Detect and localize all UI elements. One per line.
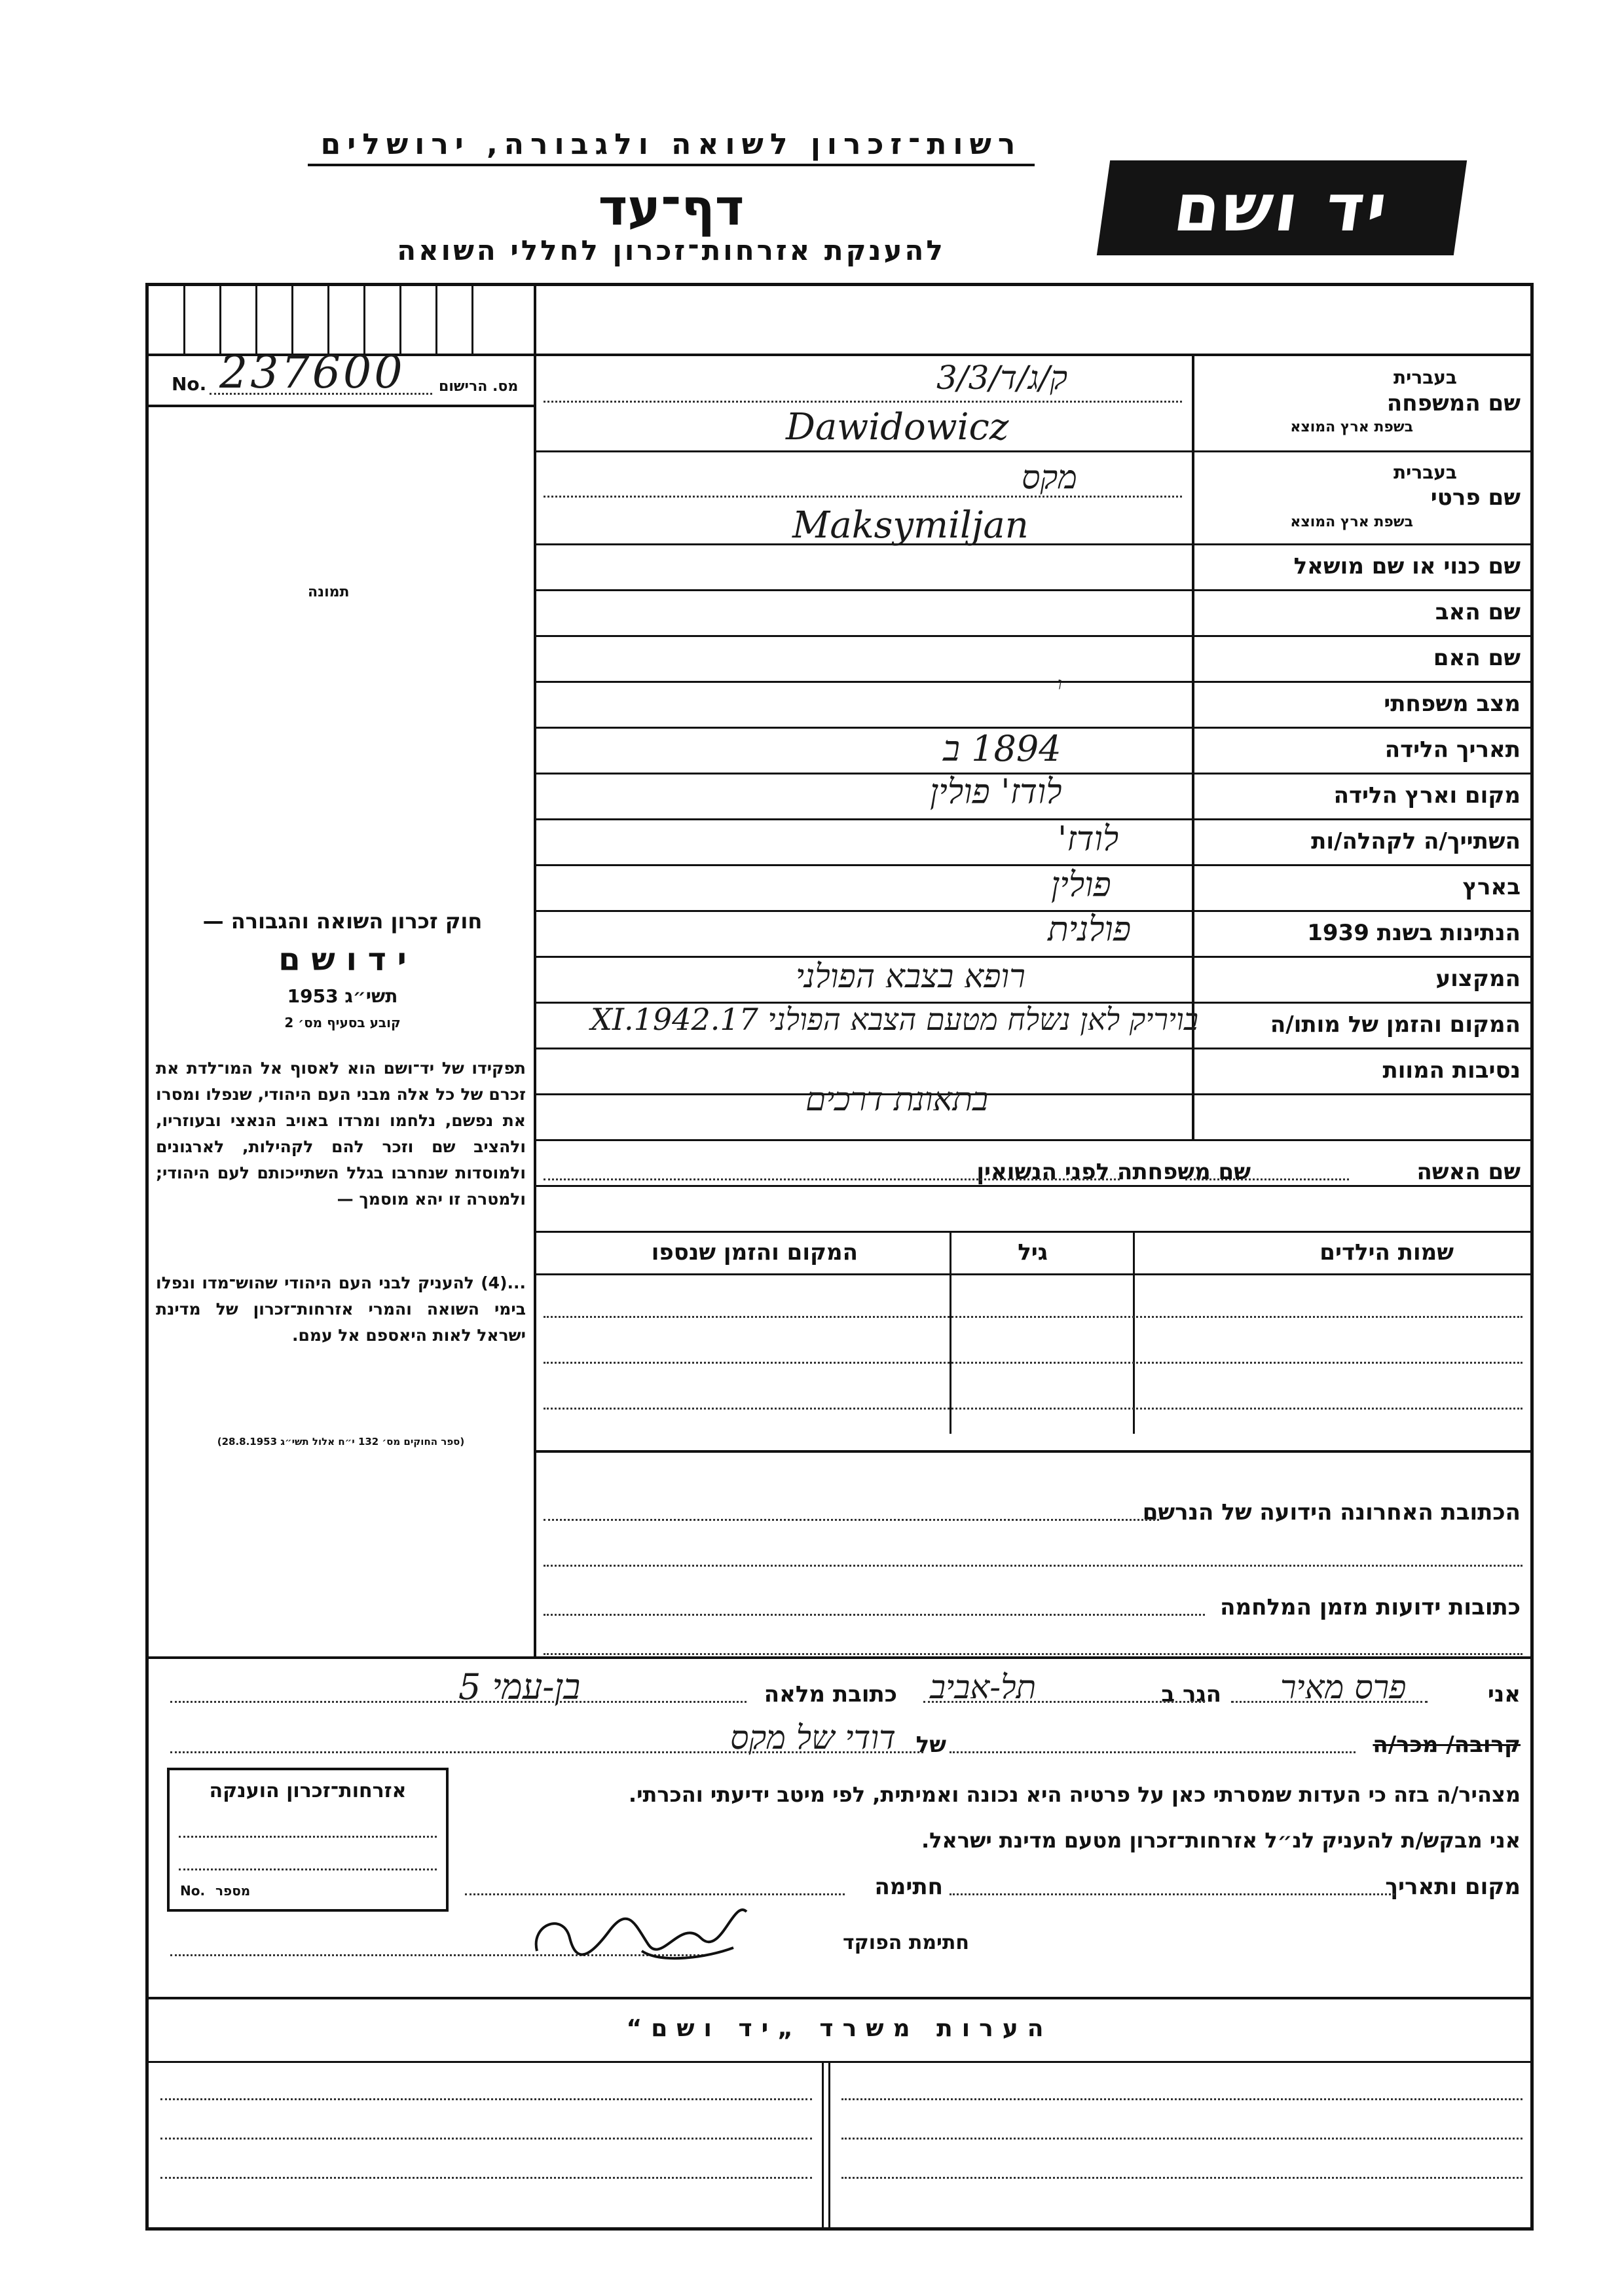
firstname-origin-value: Maksymiljan (792, 504, 1029, 547)
birthdate-value: 1894 ב (943, 728, 1061, 769)
firstname-label: שם פרטי (1430, 484, 1521, 511)
law-title: חוק זכרון השואה והגבורה — (202, 909, 483, 934)
profession-label: המקצוע (1435, 966, 1521, 992)
authority-title: רשות־זכרון לשואה ולגבורה, ירושלים (308, 128, 1035, 166)
law-clause: קובע בסעיף מס׳ 2 (284, 1015, 401, 1030)
address-label: כתובת מלאה (764, 1681, 897, 1707)
mother-value: ו (1058, 674, 1062, 694)
form-title: דף־עד (598, 178, 745, 236)
death-place-value: בויריק לאן נשלח מטעם הצבא הפולני 17.XI.1942 (591, 1002, 1198, 1037)
death-place-label: המקום והזמן של מותו/ה (1270, 1011, 1521, 1038)
children-death-header: המקום והזמן שנספו (651, 1239, 858, 1266)
community-value: לודז' (1058, 820, 1119, 859)
citizenship-value: פולנית (1048, 910, 1132, 949)
declare-text: מצהיר/ה בזה כי העדות שמסרתי כאן על פרטיה היא נכונה ואמיתית, לפי מיטב ידיעתי והכרתי. (628, 1782, 1521, 1807)
nickname-label: שם כנוי או שם מושאל (1293, 553, 1521, 579)
birthdate-label: תאריך הלידה (1384, 737, 1521, 763)
firstname-origin-sub: בשפת ארץ המוצא (1290, 514, 1413, 530)
relation-label: קרובה/ מכר/ה (1373, 1732, 1521, 1758)
death-circ-label: נסיבות המוות (1382, 1057, 1521, 1084)
of-label: של (915, 1732, 946, 1758)
request-text: אני מבקש/ת להעניק לנ״ל אזרחות־זכרון מטעם מדינת ישראל. (921, 1828, 1521, 1853)
death-circ-value: בתאונת דרכים (805, 1080, 989, 1118)
law-year: תשי״ג 1953 (287, 985, 398, 1007)
country-label: בארץ (1462, 874, 1521, 900)
law-gazette: (ספר החוקים מס׳ 132 י״ח אלול תשי״ג 28.8.1953) (217, 1436, 465, 1448)
law-body: תפקידו של יד־ושם הוא לאסוף אל המו־לדת את זכרם של כל אלה מבני העם היהודי, שנפלו ומסרו את נפשם, נלחמו ומרדו באויב הנאצי ובעוזריו, ולהציב שם וזכר להם לקהילות, לארגונים ולמוסדות שנחרבו בגלל השתייכותם לעם היהודי; ולמטרה זו יהא מוסמך — (156, 1059, 526, 1209)
citizenship-box-no: No. (180, 1883, 206, 1899)
birthplace-label: מקום וארץ הלידה (1333, 782, 1521, 809)
surname-origin-sub: בשפת ארץ המוצא (1290, 419, 1413, 435)
community-label: השתייך/ה לקהלה/ות (1311, 828, 1521, 854)
marital-label: מצב משפחתי (1384, 691, 1521, 717)
citizenship-box-mispar: מספר (215, 1883, 251, 1899)
dwelling-label: הגר ב (1161, 1681, 1221, 1707)
declarant-ani-label: אני (1487, 1681, 1521, 1707)
address-value: בן-עמי 5 (458, 1666, 581, 1707)
surname-hebrew-sub: בעברית (1393, 367, 1457, 388)
maiden-label: שם משפחתה לפני הנשואין (976, 1159, 1251, 1185)
officer-signature (511, 1886, 760, 1977)
officer-signature-label: חתימת הפוקד (843, 1931, 969, 1954)
country-value: פולין (1051, 866, 1111, 905)
last-address-label: הכתובת האחרונה הידועה של הנרשם (1142, 1499, 1521, 1525)
surname-origin-value: Dawidowicz (786, 406, 1009, 448)
mother-label: שם האם (1433, 645, 1521, 671)
relation-value: דודי של מקס (730, 1719, 896, 1757)
office-notes-title: הערות משרד „יד ושם“ (626, 2015, 1053, 2042)
yad-vashem-logo (1097, 160, 1467, 255)
citizenship-box (167, 1768, 449, 1912)
logo-text: יד ושם (1169, 170, 1395, 246)
registration-label: מס. הרישום (439, 378, 519, 395)
citizenship-box-title: אזרחות־זכרון הוענקה (209, 1779, 407, 1802)
form-subtitle: להענקת אזרחות־זכרון לחללי השואה (397, 234, 946, 266)
registration-no-label: No. (172, 373, 207, 395)
surname-hebrew-value: ק/ג/ד/3/3 (936, 359, 1068, 397)
declarant-name-value: פרס מאיר (1280, 1668, 1407, 1706)
surname-label: שם המשפחה (1386, 390, 1521, 416)
registration-number: 237600 (219, 347, 405, 399)
firstname-hebrew-value: מקס (1022, 458, 1077, 496)
birthplace-value: לודז' פולין (930, 773, 1062, 812)
law-name: י ד ו ש ם (278, 941, 407, 978)
children-names-header: שמות הילדים (1320, 1239, 1454, 1266)
firstname-hebrew-sub: בעברית (1393, 462, 1457, 483)
signature-label: חתימה (874, 1874, 943, 1900)
place-date-label: מקום ותאריך (1385, 1874, 1521, 1900)
law-clause-4: ...(4) להעניק לבני העם היהודי שהוש־מדו ונפלו בימי השואה והמרי אזרחות־זכרון של מדינת ישראל לאות היאספם אל עמם. (156, 1273, 526, 1345)
children-age-header: גיל (1018, 1239, 1048, 1266)
wife-label: שם האשה (1416, 1159, 1521, 1185)
wartime-address-label: כתובות ידועות מזמן המלחמה (1220, 1594, 1521, 1620)
citizenship-label: הנתינות בשנת 1939 (1307, 920, 1521, 946)
photo-label: תמונה (308, 584, 350, 600)
father-label: שם האב (1435, 599, 1521, 625)
dwelling-value: תל-אביב (930, 1668, 1037, 1706)
profession-value: רופא בצבא הפולני (796, 957, 1025, 995)
